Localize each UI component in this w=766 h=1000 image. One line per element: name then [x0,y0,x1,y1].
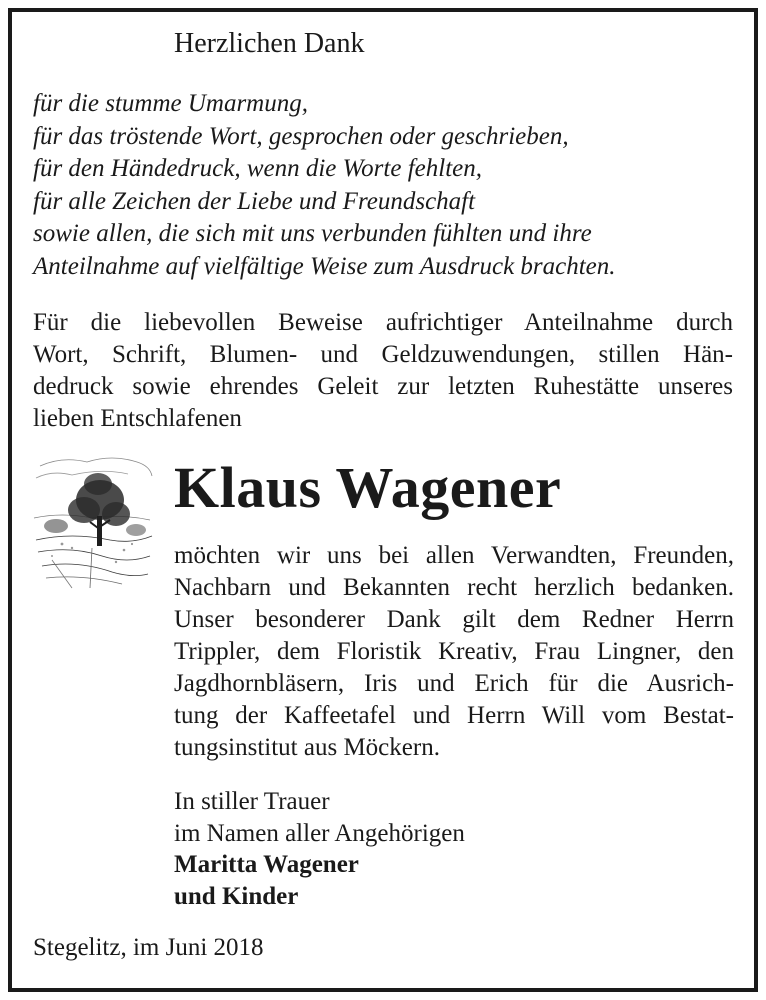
intro-line: dedruck sowie ehrendes Geleit zur letzten Ruhestätte unseres [33,373,733,400]
verse-line: für den Händedruck, wenn die Worte fehlten, [33,155,482,182]
body-line: Unser besonderer Dank gilt dem Redner Herrn [174,606,734,633]
verse-line: für alle Zeichen der Liebe und Freundschaft [33,187,476,215]
signature-name: und Kinder [174,882,299,910]
place-date: Stegelitz, im Juni 2018 [33,934,264,961]
body-line: Jagdhornbläsern, Iris und Erich für die Ausrich- [174,670,734,697]
thanks-verse [33,88,733,283]
verse-line: für das tröstende Wort, gesprochen oder geschrieben, [33,122,569,150]
verse-line: sowie allen, die sich mit uns verbunden fühlten und ihre [33,220,592,247]
body-line: Nachbarn und Bekannten recht herzlich bedanken. [174,574,734,601]
thanks-paragraph [174,540,734,764]
tree-landscape-icon [32,448,154,593]
intro-paragraph [33,307,733,435]
verse-line: für die stumme Umarmung, [33,90,308,117]
intro-line: lieben Entschlafenen [33,405,242,432]
verse-line: Anteilnahme auf vielfältige Weise zum Ausdruck brachten. [33,252,616,280]
deceased-name: Klaus Wagener [174,455,562,520]
intro-line: Für die liebevollen Beweise aufrichtiger Anteilnahme durch [33,309,733,336]
signature-line: im Namen aller Angehörigen [174,819,465,847]
signature-line: In stiller Trauer [174,788,330,815]
signature-name: Maritta Wagener [174,851,359,878]
body-line: tung der Kaffeetafel und Herrn Will vom Bestat- [174,702,734,729]
signature-block [174,786,465,912]
body-line: tungsinstitut aus Möckern. [174,734,440,761]
body-line: möchten wir uns bei allen Verwandten, Freunden, [174,542,734,569]
intro-line: Wort, Schrift, Blumen- und Geldzuwendungen, stillen Hän- [33,341,733,368]
body-line: Trippler, dem Floristik Kreativ, Frau Lingner, den [174,638,734,665]
heading: Herzlichen Dank [174,28,365,59]
